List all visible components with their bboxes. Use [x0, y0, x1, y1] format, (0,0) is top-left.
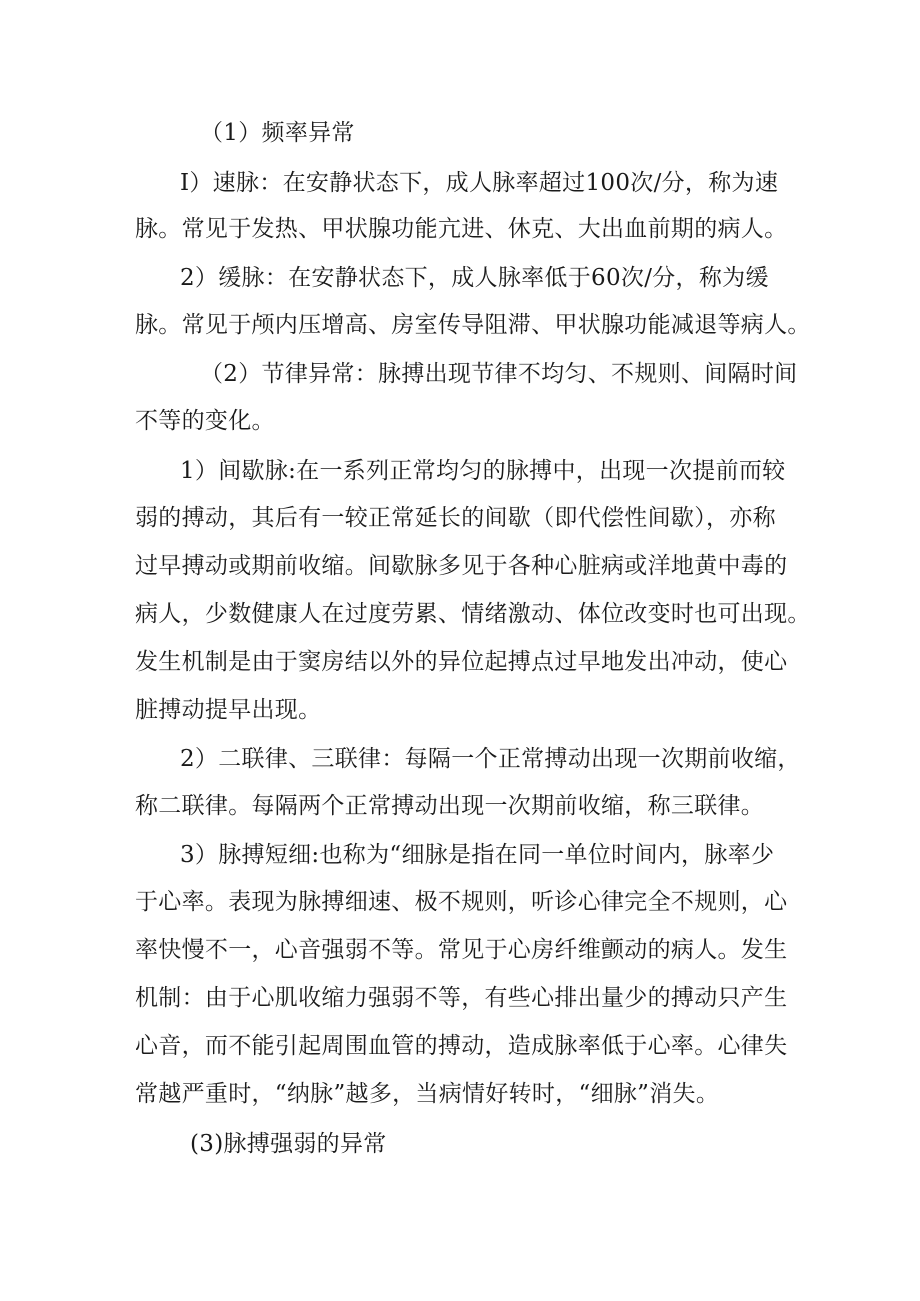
paragraph-line: 于心率。表现为脉搏细速、极不规则，听诊心律完全不规则，心	[135, 889, 788, 915]
paragraph-line: I）速脉：在安静状态下，成人脉率超过100次/分，称为速	[180, 170, 779, 196]
paragraph-line: 常越严重时，“纳脉”越多，当病情好转时，“细脉”消失。	[135, 1081, 720, 1107]
section-heading-strength: (3)脉搏强弱的异常	[190, 1131, 387, 1157]
paragraph-line: 过早搏动或期前收缩。间歇脉多见于各种心脏病或洋地黄中毒的	[135, 553, 788, 579]
paragraph-line: 脏搏动提早出现。	[135, 697, 322, 723]
paragraph-line: 不等的变化。	[135, 408, 275, 434]
paragraph-line: 2）缓脉：在安静状态下，成人脉率低于60次/分，称为缓	[180, 265, 769, 291]
paragraph-line: 弱的搏动，其后有一较正常延长的间歇（即代偿性间歇），亦称	[135, 505, 776, 531]
paragraph-line: 称二联律。每隔两个正常搏动出现一次期前收缩，称三联律。	[135, 793, 765, 819]
paragraph-line: 脉。常见于发热、甲状腺功能亢进、休克、大出血前期的病人。	[135, 216, 788, 242]
section-heading-frequency: （1）频率异常	[200, 120, 355, 146]
paragraph-line: 心音，而不能引起周围血管的搏动，造成脉率低于心率。心律失	[135, 1033, 788, 1059]
paragraph-line: 3）脉搏短细:也称为“细脉是指在同一单位时间内，脉率少	[180, 842, 775, 868]
paragraph-line: 病人，少数健康人在过度劳累、情绪激动、体位改变时也可出现。	[135, 601, 811, 627]
paragraph-line: 率快慢不一，心音强弱不等。常见于心房纤维颤动的病人。发生	[135, 937, 788, 963]
paragraph-line: 发生机制是由于窦房结以外的异位起搏点过早地发出冲动，使心	[135, 649, 788, 675]
paragraph-line: 机制：由于心肌收缩力强弱不等，有些心排出量少的搏动只产生	[135, 985, 788, 1011]
paragraph-line: 脉。常见于颅内压增高、房室传导阻滞、甲状腺功能减退等病人。	[135, 312, 811, 338]
paragraph-line: 1）间歇脉:在一系列正常均匀的脉搏中，出现一次提前而较	[180, 458, 786, 484]
section-heading-rhythm: （2）节律异常：脉搏出现节律不均匀、不规则、间隔时间	[200, 361, 798, 387]
paragraph-line: 2）二联律、三联律：每隔一个正常搏动出现一次期前收缩，	[180, 746, 801, 772]
